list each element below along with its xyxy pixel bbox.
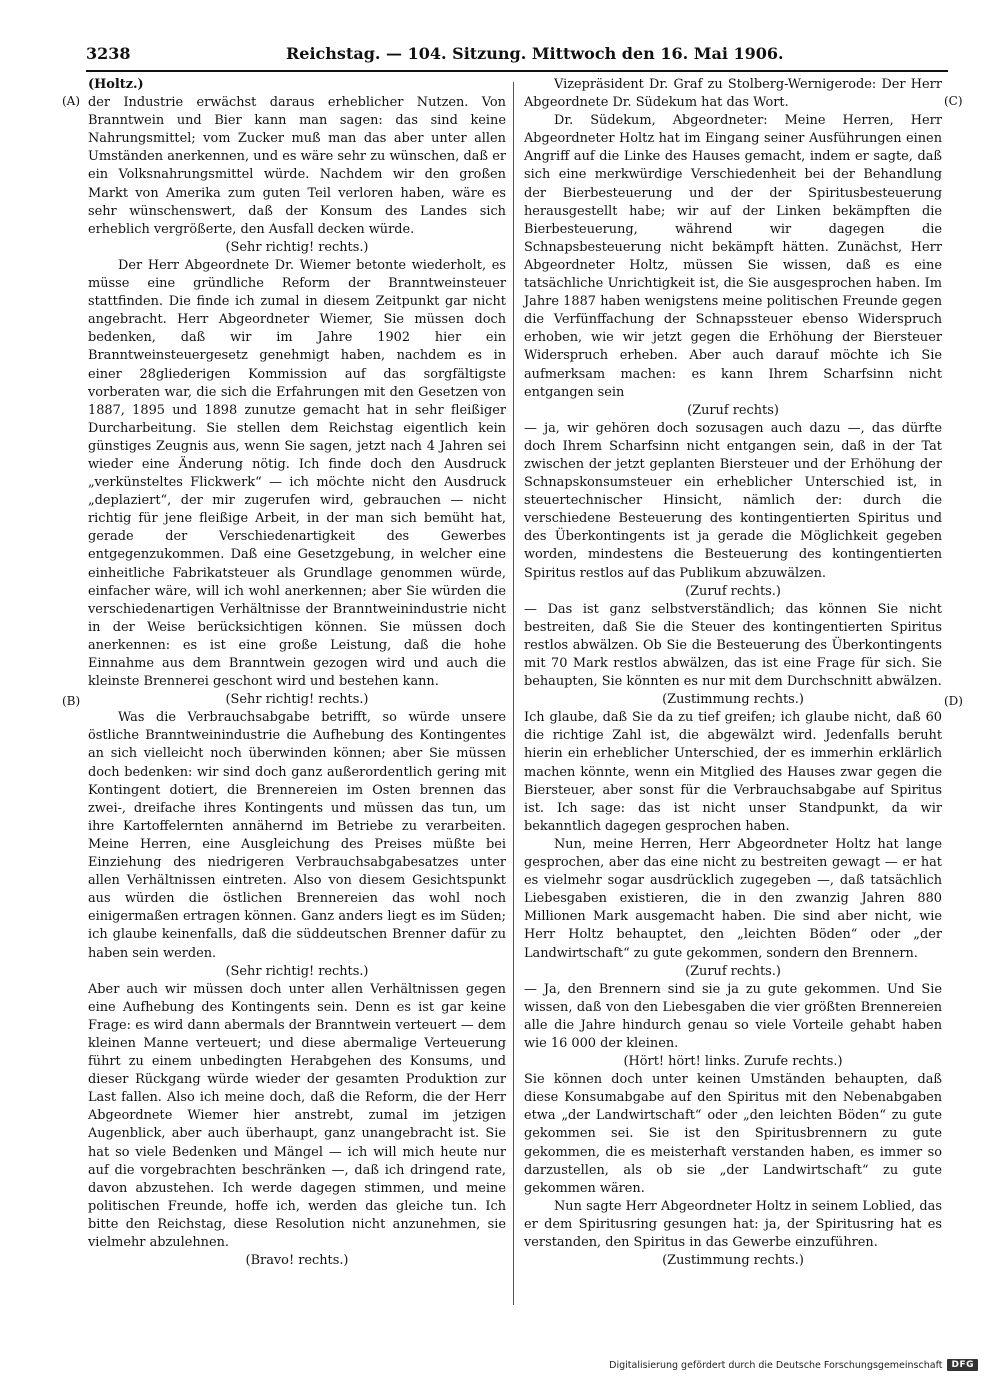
paragraph: Vizepräsident Dr. Graf zu Stolberg-Wernigerode: Der Herr Abgeordnete Dr. Südekum hat das Wort. — [524, 77, 942, 111]
interjection: (Sehr richtig! rechts.) — [225, 963, 369, 979]
running-title: Reichstag. — 104. Sitzung. Mittwoch den 16. Mai 1906. — [286, 44, 784, 63]
footer-credit: Digitalisierung gefördert durch die Deutsche Forschungsgemeinschaft — [609, 1359, 943, 1371]
header-rule — [86, 70, 948, 72]
left-column — [88, 76, 506, 1270]
paragraph: Nun, meine Herren, Herr Abgeordneter Holtz hat lange gesprochen, aber das eine nicht zu bestreiten gewagt — er hat es vielmehr sogar ausdrücklich zugegeben —, daß tatsächlich Liebesgaben existieren, die in den zwanzig Jahren 880 Millionen Mark ausgemacht haben. Die sind aber nicht, wie Herr Holtz behauptet, den „leichten Böden“ oder „der Landwirtschaft“ zu gute gekommen, sondern den Brennern. — [524, 836, 942, 961]
paragraph: Ich glaube, daß Sie da zu tief greifen; ich glaube nicht, daß 60 die richtige Zahl ist, die abgewälzt wird. Jedenfalls beruht hierin ein erheblicher Unterschied, der es immerhin erklärlich machen könnte, wenn ein Mitglied des Hauses zwar gegen die Biersteuer, aber sonst für die Verbrauchsabgabe auf Spiritus ist. Ich sage: das ist nicht unser Standpunkt, da wir bekanntlich dagegen gesprochen haben. — [524, 710, 942, 834]
interjection: (Sehr richtig! rechts.) — [225, 692, 369, 708]
column-separator — [513, 82, 514, 1305]
paragraph: Sie können doch unter keinen Umständen behaupten, daß diese Konsumabgabe auf den Spiritus mit den Nebenabgaben etwa „der Landwirtschaft“ oder „den leichten Böden“ zu gute gekommen sei. Sie ist den Spiritusbrennern zu gute gekommen, die es meisterhaft verstanden haben, es immer so darzustellen, als ob sie „der Landwirtschaft“ zu gute gekommen wären. — [524, 1072, 942, 1196]
running-header — [86, 44, 948, 68]
margin-marker-b: (B) — [62, 694, 81, 708]
paragraph: Der Herr Abgeordnete Dr. Wiemer betonte wiederholt, es müsse eine gründliche Reform der Branntweinsteuer stattfinden. Die finde ich zumal in diesem Zeitpunkt gar nicht angebracht. Herr Abgeordneter Wiemer, Sie müssen doch bedenken, daß wir im Jahre 1902 hier ein Branntweinsteuergesetz genehmigt haben, nachdem es in einer 28gliederigen Kommission auf das sorgfältigste vorberaten war, die sich die Erfahrungen mit den Gesetzen von 1887, 1895 und 1898 zunutze gemacht hat in sehr fleißiger Durcharbeitung. Sie stellen dem Reichstag eigentlich kein günstiges Zeugnis aus, wenn Sie sagen, jetzt nach 4 Jahren sei wieder eine Änderung nötig. Ich finde doch den Ausdruck „verkünsteltes Flickwerk“ — ich möchte nicht den Ausdruck „deplaziert“, der mir zugerufen wird, gebrauchen — nicht richtig für jene fleißige Arbeit, in der man sich bemüht hat, gerade der Verschiedenartigkeit des Gewerbes entgegenzukommen. Daß eine Gesetzgebung, in welcher eine einheitliche Fabrikatsteuer als Grundlage genommen würde, einfacher wäre, will ich wohl anerkennen; aber Sie würden die verschiedenartigen Verhältnisse der Branntweinindustrie nicht in der Weise berücksichtigen können. Sie müssen doch anerkennen: es ist eine große Leistung, daß die hohe Einnahme aus dem Branntwein gezogen wird und auch die kleinste Brennerei geschont wird und bestehen kann. — [88, 257, 506, 690]
margin-marker-a: (A) — [62, 94, 81, 108]
interjection: (Zuruf rechts) — [687, 402, 779, 418]
paragraph: der Industrie erwächst daraus erheblicher Nutzen. Von Branntwein und Bier kann man sagen: das sind keine Nahrungsmittel; vom Zucker muß man das aber unter allen Umständen anerkennen, und es wäre sehr zu wünschen, daß er ein Volksnahrungsmittel würde. Nachdem wir den großen Markt von Amerika zum guten Teil verloren haben, wäre es sehr wünschenswert, daß der Konsum des Landes sich erheblich vergrößerte, den Ausfall decken würde. — [88, 95, 506, 237]
margin-marker-c: (C) — [944, 94, 963, 108]
margin-marker-d: (D) — [944, 694, 963, 708]
interjection: (Zuruf rechts.) — [685, 963, 781, 979]
interjection: (Sehr richtig! rechts.) — [225, 239, 369, 255]
paragraph: (Holtz.) — [88, 77, 144, 92]
paragraph: — ja, wir gehören doch sozusagen auch dazu —, das dürfte doch Ihrem Scharfsinn nicht entgangen sein, daß in der Tat zwischen der jetzt geplanten Biersteuer und der Erhöhung der Schnapskonsumsteuer ein erheblicher Unterschied ist, in steuertechnischer Hinsicht, nämlich der: durch die verschiedene Besteuerung des kontingentierten Spiritus und des Überkontingents ist ja gerade die Möglichkeit gegeben worden, mindestens die Besteuerung des kontingentierten Spiritus restlos auf das Publikum abzuwälzen. — [524, 420, 942, 581]
interjection: (Bravo! rechts.) — [245, 1253, 349, 1269]
paragraph: Aber auch wir müssen doch unter allen Verhältnissen gegen eine Aufhebung des Kontingents sein. Denn es ist gar keine Frage: es wird dann abermals der Branntwein verteuert — dem kleinen Manne verteuert; und diese abermalige Verteuerung führt zu einem unbedingten Herabgehen des Konsums, und dieser Rückgang würde wieder der gesamten Produktion zur Last fallen. Also ich meine doch, daß die Reform, die der Herr Abgeordnete Wiemer hier anstrebt, zumal im jetzigen Augenblick, aber auch überhaupt, ganz unangebracht ist. Sie hat so viele Bedenken und Mängel — ich will mich heute nur auf die vorgebrachten beschränken —, daß ich dringend rate, davon abzustehen. Ich werde dagegen stimmen, und meine politischen Freunde, hoffe ich, werden das gleiche tun. Ich bitte den Reichstag, diese Resolution nicht anzunehmen, sie vielmehr abzulehnen. — [88, 981, 506, 1250]
paragraph: Was die Verbrauchsabgabe betrifft, so würde unsere östliche Branntweinindustrie die Aufhebung des Kontingentes an sich vielleicht noch überwinden können; aber Sie müssen doch bedenken: wir sind doch ganz außerordentlich gering mit Kontingent dotiert, die Brennereien im Osten brennen das zwei-, dreifache ihres Kontingents und müssen das tun, um ihre Kartoffelernten annähernd im Betriebe zu verarbeiten. Meine Herren, eine Ausgleichung des Preises müßte bei Einziehung des niedrigeren Verbrauchsabgabesatzes unter allen Verhältnissen eintreten. Also von diesem Gesichtspunkt aus würden die östlichen Brennereien das wohl noch einigermaßen ertragen können. Ganz anders liegt es im Süden; ich glaube keinenfalls, daß die süddeutschen Brenner dafür zu haben sein werden. — [88, 710, 506, 961]
page-number: 3238 — [86, 44, 131, 63]
paragraph: Dr. Südekum, Abgeordneter: Meine Herren, Herr Abgeordneter Holtz hat im Eingang seiner Ausführungen einen Angriff auf die Linke des Hauses gemacht, indem er sagte, daß sich eine merkwürdige Verschiedenheit bei der Behandlung der Bierbesteuerung und der der Spiritusbesteuerung herausgestellt habe; wir auf der Linken bekämpften die Bierbesteuerung, während wir dagegen die Schnapsbesteuerung nicht bekämpft hätten. Zunächst, Herr Abgeordneter Holtz, müssen Sie wissen, daß es eine tatsächliche Unrichtigkeit ist, die Sie ausgesprochen haben. Im Jahre 1887 haben wenigstens meine politischen Freunde gegen die Verfünffachung der Schnapssteuer ebenso Widerspruch erhoben, wie wir jetzt gegen die Erhöhung der Biersteuer Widerspruch erheben. Aber auch darauf möchte ich Sie aufmerksam machen: es kann Ihrem Scharfsinn nicht entgangen sein — [524, 113, 942, 400]
interjection: (Zuruf rechts.) — [685, 583, 781, 599]
paragraph: Nun sagte Herr Abgeordneter Holtz in seinem Loblied, das er dem Spiritusring gesungen hat: ja, der Spiritusring hat es verstanden, den Spiritus in das Gewerbe einzuführen. — [524, 1198, 942, 1250]
footer — [609, 1359, 978, 1371]
right-column — [524, 76, 942, 1270]
interjection: (Zustimmung rechts.) — [662, 1253, 804, 1269]
interjection: (Hört! hört! links. Zurufe rechts.) — [623, 1054, 843, 1070]
paragraph: — Ja, den Brennern sind sie ja zu gute gekommen. Und Sie wissen, daß von den Liebesgaben die vier größten Brennereien alle die Jahre hindurch genau so viele Vorteile gehabt haben wie 16 000 der kleinen. — [524, 981, 942, 1051]
paragraph: — Das ist ganz selbstverständlich; das können Sie nicht bestreiten, daß Sie die Steuer des kontingentierten Spiritus restlos abwälzen. Ob Sie die Besteuerung des Überkontingents mit 70 Mark restlos abwälzen, das ist eine Frage für sich. Sie behaupten, Sie könnten es nur mit dem Durchschnitt abwälzen. — [524, 601, 942, 690]
interjection: (Zustimmung rechts.) — [662, 692, 804, 708]
dfg-logo: DFG — [947, 1359, 978, 1371]
